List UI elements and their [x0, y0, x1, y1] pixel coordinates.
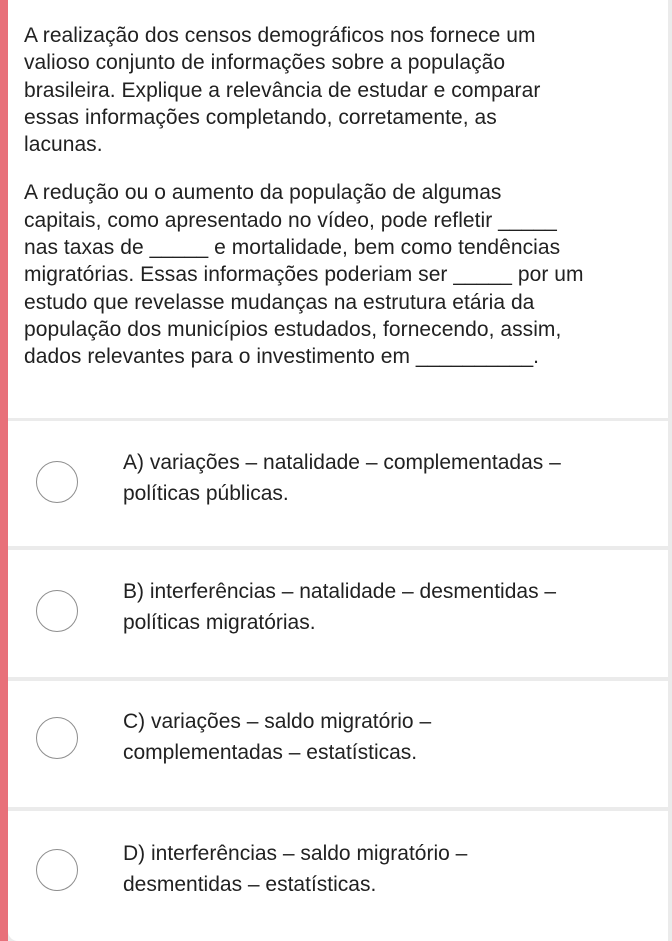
answer-option-d[interactable]	[8, 811, 668, 941]
answer-option-b-label: B) interferências – natalidade – desmentidas – políticas migratórias.	[123, 580, 557, 634]
left-accent-bar	[0, 0, 8, 941]
question-fill-in-text: A redução ou o aumento da população de algumas capitais, como apresentado no vídeo, pode refletir _____ nas taxas de _____ e mortalidade, bem como tendências migratórias. Essas informações poderiam ser _____ por um estudo que revelasse mudanças na estrutura etária da população dos municípios estudados, fornecendo, assim, dados relevantes para o investimento em __________.	[24, 181, 584, 369]
question-intro: A realização dos censos demográficos nos fornece um valioso conjunto de informações sobre a população brasileira. Explique a relevância de estudar e comparar essas informações completando, corretamente, as lacunas.	[24, 24, 541, 157]
answer-option-c[interactable]	[8, 681, 668, 807]
question-card	[8, 0, 668, 418]
question-text	[24, 22, 664, 371]
radio-button-d[interactable]	[36, 849, 78, 891]
answer-option-a-label: A) variações – natalidade – complementadas – políticas públicas.	[123, 451, 561, 505]
radio-button-a[interactable]	[36, 461, 78, 503]
answer-option-b[interactable]	[8, 550, 668, 677]
radio-button-c[interactable]	[36, 717, 78, 759]
answer-option-a[interactable]	[8, 421, 668, 546]
answer-option-d-label: D) interferências – saldo migratório – desmentidas – estatísticas.	[123, 842, 468, 896]
radio-button-b[interactable]	[36, 590, 78, 632]
answer-option-c-label: C) variações – saldo migratório – complementadas – estatísticas.	[123, 710, 432, 764]
